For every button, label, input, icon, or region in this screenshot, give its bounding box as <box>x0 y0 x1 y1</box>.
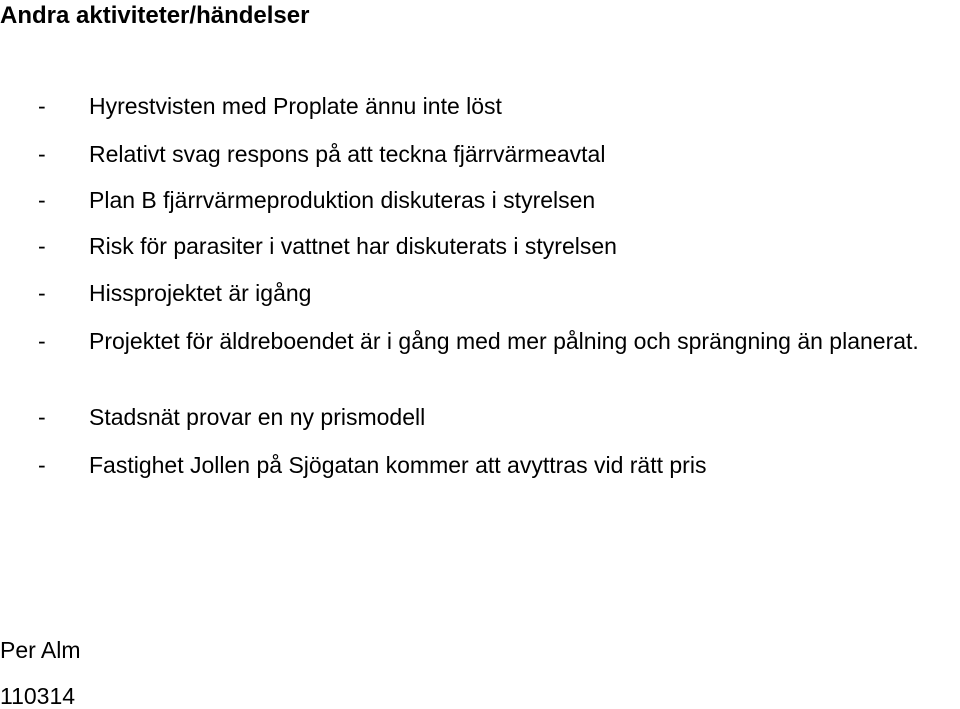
list-item-text: Risk för parasiter i vattnet har diskuterats i styrelsen <box>89 233 617 259</box>
list-item-text: Plan B fjärrvärmeproduktion diskuteras i styrelsen <box>89 187 596 213</box>
list-item-text: Hissprojektet är igång <box>89 280 312 306</box>
bullet-dash: - <box>38 233 46 259</box>
bullet-dash: - <box>38 280 46 306</box>
bullet-dash: - <box>38 452 46 478</box>
bullet-dash: - <box>38 93 46 119</box>
document-date: 110314 <box>0 683 76 709</box>
list-item-text: Stadsnät provar en ny prismodell <box>89 404 426 430</box>
page-heading: Andra aktiviteter/händelser <box>0 2 310 29</box>
author-name: Per Alm <box>0 637 81 663</box>
bullet-dash: - <box>38 404 46 430</box>
list-item-text: Fastighet Jollen på Sjögatan kommer att avyttras vid rätt pris <box>89 452 707 478</box>
bullet-dash: - <box>38 187 46 213</box>
list-item-text: Relativt svag respons på att teckna fjärrvärmeavtal <box>89 141 606 167</box>
bullet-dash: - <box>38 328 46 354</box>
list-item-text: Projektet för äldreboendet är i gång med mer pålning och sprängning än planerat. <box>89 328 919 354</box>
bullet-dash: - <box>38 141 46 167</box>
list-item-text: Hyrestvisten med Proplate ännu inte löst <box>89 93 502 119</box>
